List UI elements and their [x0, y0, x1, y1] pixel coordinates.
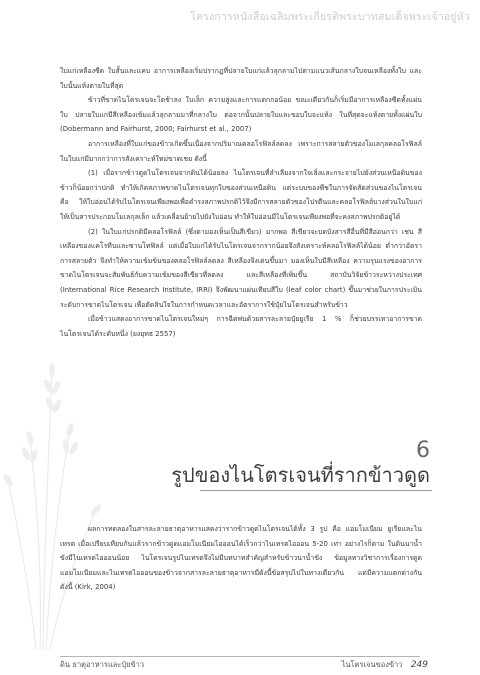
page-number: 249	[410, 660, 428, 670]
paragraph: (2) ในใบแก่ปรกติมีคลอโรฟิลล์ (ซึ่งตามองเห็นเป็นสีเขียว) มากพอ สีเขียวจะบดบังสารสีอื่นที่มีสีอ่อนกว่า เช่น สีเหลืองของแคโรทีนและซานโทฟิลล์ แต่เมื่อใบแก่ได้รับไนโตรเจนจากรากน้อยจึงสังเคราะห์คลอโรฟิลล์ได้น้อย ต่ำกว่าอัตราการสลายตัว จึงทำให้ความเข้มข้นของคลอโรฟิลล์ลดลง สีเหลืองจึงเด่นขึ้นมา มองเห็นใบมีสีเหลือง ความรุนแรงของอาการขาดไนโตรเจนจะสัมพันธ์กับความเข้มของสีเขียวที่ลดลง และสีเหลืองที่เพิ่มขึ้น สถาบันวิจัยข้าวระหว่างประเทศ (International Rice Research Institute, IRRI) จึงพัฒนาแผ่นเทียบสีใบ (leaf color chart) ขึ้นมาช่วยในการประเมินระดับการขาดไนโตรเจน เพื่อตัดสินใจในการกำหนดเวลาและอัตราการใช้ปุ๋ยไนโตรเจนสำหรับข้าว	[60, 227, 422, 309]
section-text	[60, 522, 422, 595]
chapter-number: 6	[416, 438, 430, 463]
paragraph: (1) เมื่อรากข้าวดูดไนโตรเจนจากดินได้น้อยลง ไนโตรเจนที่ลำเลียงจากใจเสิ่งและกระจายไปยังส่วนเหนือดินของข้าวก็น้อยกว่าปกติ ทำให้เกิดสภาพขาดไนโตรเจนทุกใบของส่วนเหนือดิน แต่ระบบของพืชในการจัดสัดส่วนของไนโตรเจน คือ ให้ใบอ่อนได้รับไนโตรเจนเพียงพอเพื่อดำรงสภาพปรกติไว้จึงมีการสลายตัวของโปรตีนและคลอโรฟิลล์บางส่วนในใบแก่ ให้เป็นสารประกอบโมเลกุลเล็ก แล้วเคลื่อนย้ายไปยังใบอ่อน ทำให้ใบอ่อนมีไนโตรเจนเพียงพอที่จะคงสภาพปรกติอยู่ได้	[60, 169, 422, 221]
header-title: โครงการหนังสือเฉลิมพระเกียรติพระบาทสมเด็จพระเจ้าอยู่หัว	[190, 11, 470, 23]
footer-chapter-title: ไนโตรเจนของข้าว	[341, 660, 403, 669]
body-text	[60, 64, 422, 341]
chapter-divider	[200, 490, 432, 491]
footer-book-title: ดิน ธาตุอาหารและปุ๋ยข้าว	[60, 660, 145, 669]
paragraph: ใบแก่เหลืองซีด ใบสั้นและแคบ อาการเหลืองเริ่มปรากฏที่ปลายใบแก่แล้วลุกลามไปตามแนวเส้นกลางใบจนเหลืองทั้งใบ และใบนั้นแห้งตายในที่สุด	[60, 67, 422, 90]
running-header	[0, 0, 480, 30]
paragraph: ผลการทดลองในสารละลายธาตุอาหารแสดงว่ารากข้าวดูดไนโตรเจนได้ทั้ง 3 รูป คือ แอมโมเนียม ยูเรียและไนเทรต เมื่อเปรียบเทียบกันแล้วรากข้าวดูดแอมโมเนียมไอออนได้เร็วกว่าไนเทรตไอออน 5-20 เท่า อย่างไรก็ตาม ในดินนาน้ำขังมีไนเทรตไอออนน้อย ไนโตรเจนรูปไนเทรตจึงไม่มีบทบาทสำคัญสำหรับข้าวนาน้ำขัง ข้อมูลทางวิชาการเรื่องการดูดแอมโมเนียมและไนเทรตไอออนของข้าวจากสารละลายธาตุอาหารมีดังนี้ข้อสรุปไปในทางเดียวกัน แต่มีความแตกต่างกันดังนี้ (Kirk, 2004)	[60, 525, 422, 592]
chapter-title: รูปของไนโตรเจนที่รากข้าวดูด	[171, 463, 430, 487]
paragraph: เมื่อข้าวแสดงอาการขาดไนโตรเจนใหม่ๆ การฉีดพ่นด้วยสารละลายปุ๋ยยูเรีย 1 % ก็ช่วยบรรเทาอาการขาดไนโตรเจนได้ระดับหนึ่ง (ยงยุทธ 2557)	[60, 315, 422, 338]
paragraph: ข้าวที่ขาดไนโตรเจนจะโตช้าลง ใบเล็ก ความสูงและการแตกกอน้อย ขณะเดียวกันก็เริ่มมีอาการเหลืองซีดทั้งแผ่นใบ ปลายใบแก่มีสีเหลืองเข้มแล้วลุกลามมาที่กลางใบ ต่อจากนั้นปลายใบและขอบใบจะแห้ง ในที่สุดจะแห้งตายทั้งแผ่นใบ (Dobermann and Fairhurst, 2000; Fairhurst et al., 2007)	[60, 96, 422, 134]
paragraph: อาการเหลืองที่ใบแก่ของข้าวเกิดขึ้นเนื่องจากปริมาณคลอโรฟิลล์ลดลง เพราะการสลายตัวของโมเลกุลคลอโรฟิลล์ในใบแก่มีมากกว่าการสังเคราะห์ใหม่ขาดเชย ดังนี้	[60, 139, 422, 163]
footer-divider	[60, 656, 420, 657]
rice-plant-decoration	[0, 330, 110, 650]
footer-chapter	[342, 659, 428, 671]
